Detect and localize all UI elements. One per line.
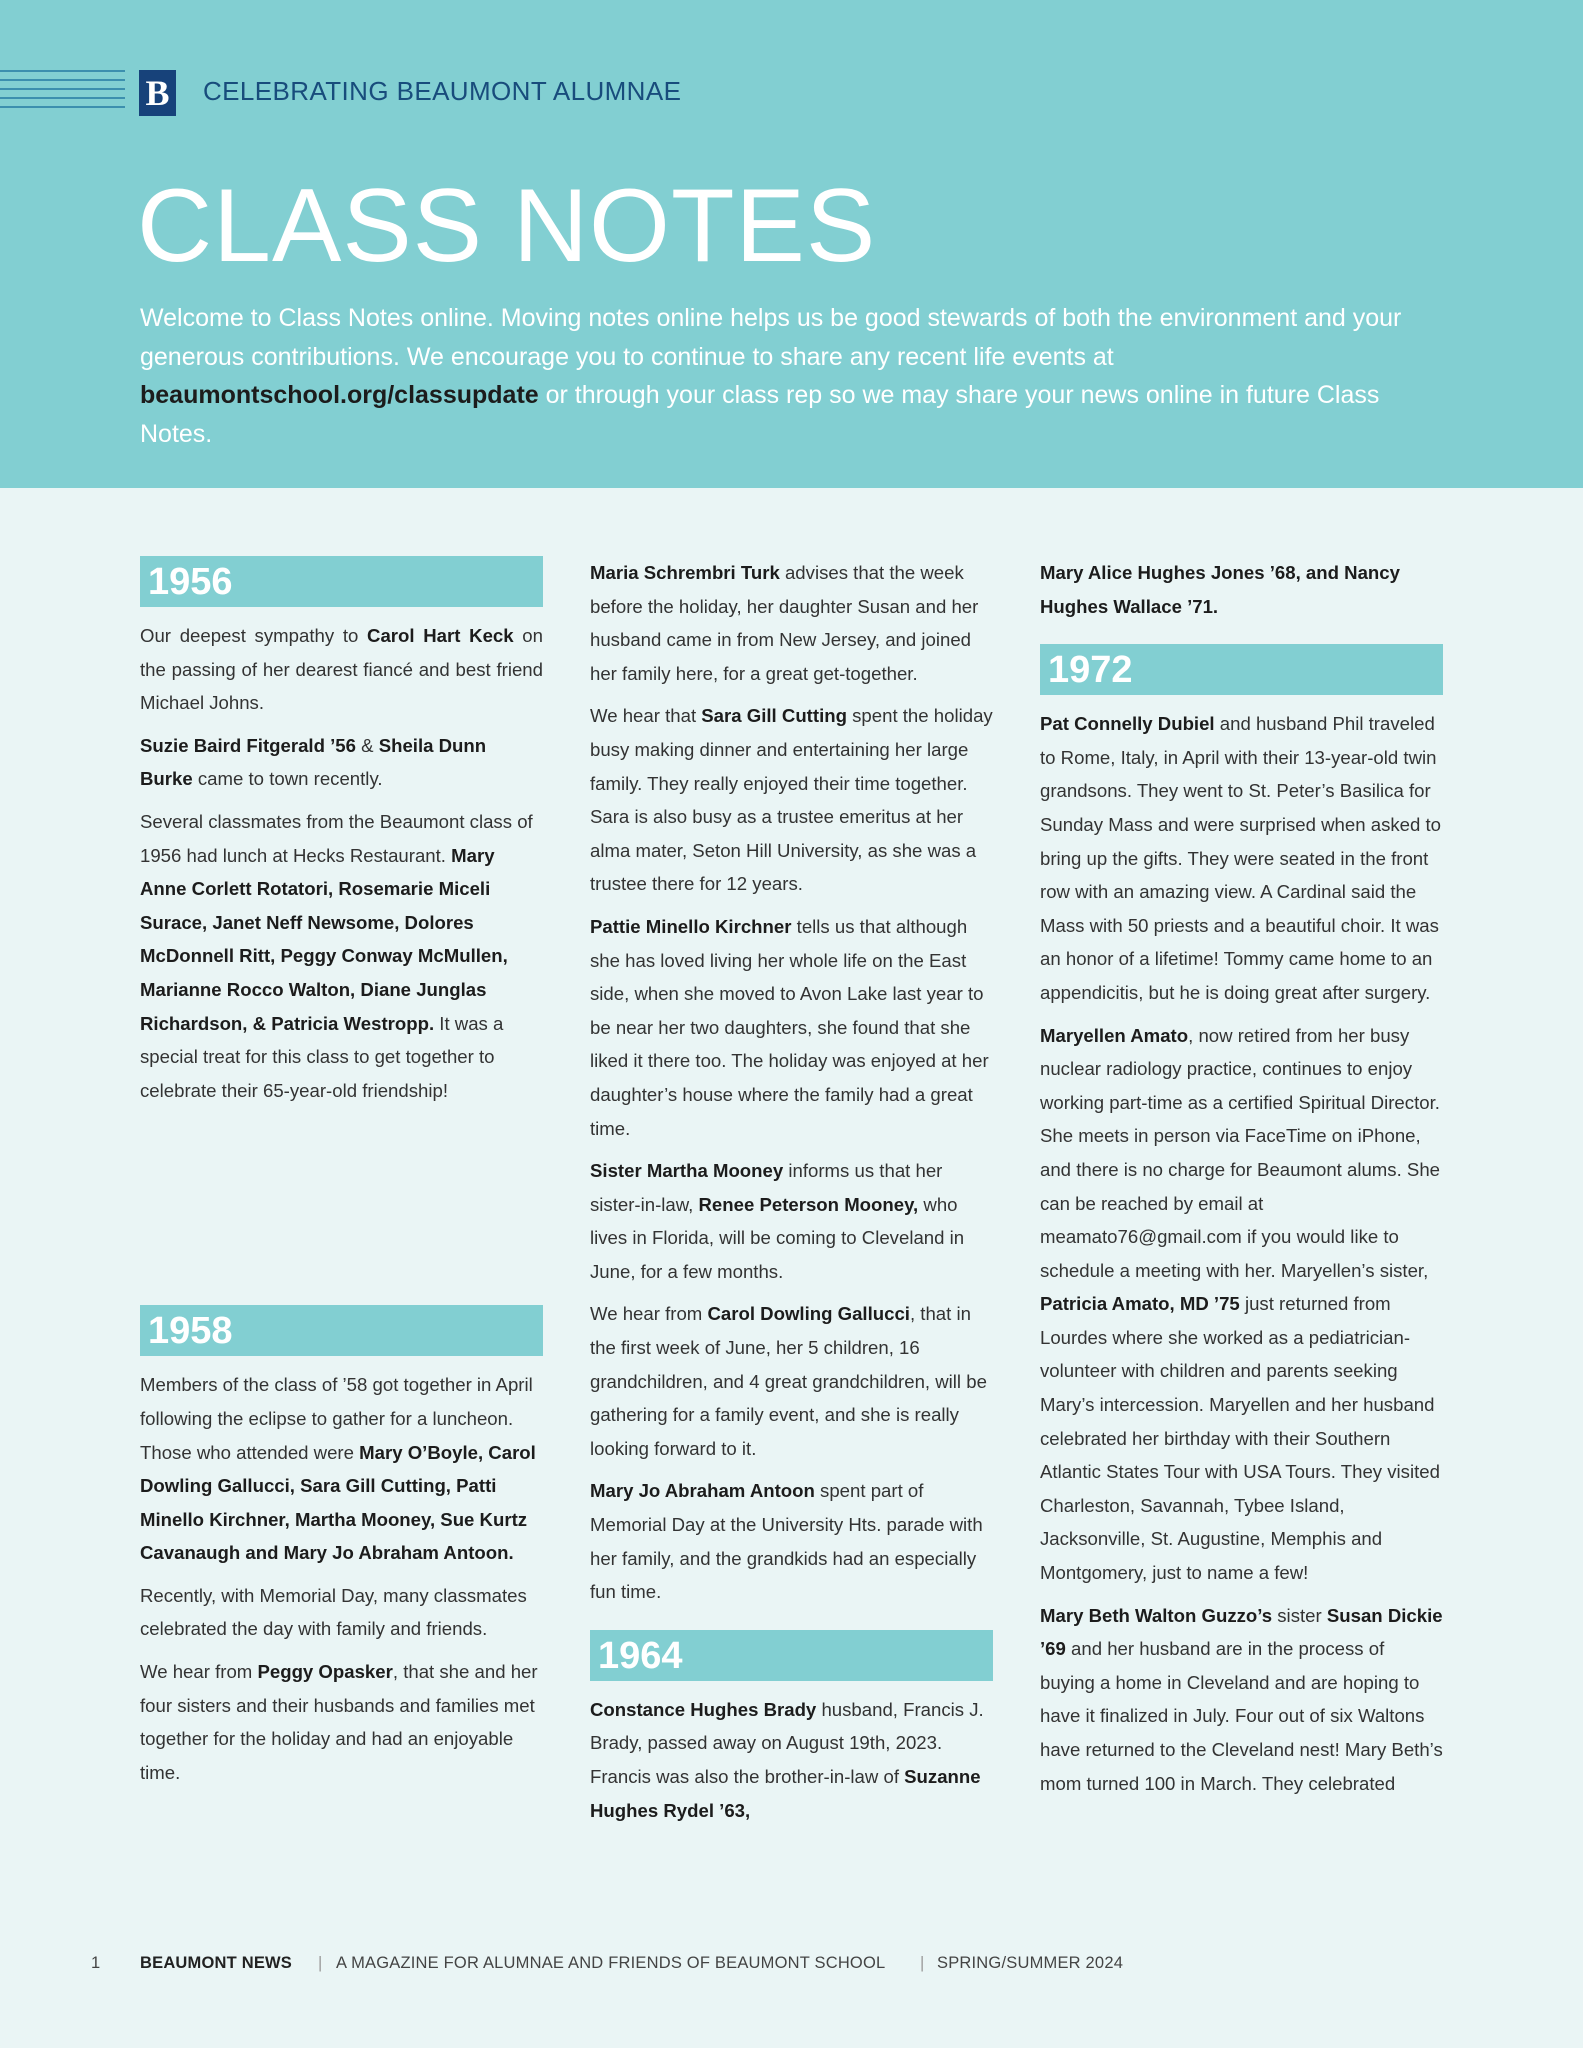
note-hecks-restaurant-lunch: Several classmates from the Beaumont class of 1956 had lunch at Hecks Restaurant. Mary Anne Corlett Rotatori, Rosemarie Miceli Surace, Janet Neff Newsome, Dolores McDonnell Ritt, Peggy Conway McMullen, Marianne Rocco Walton, Diane Junglas Richardson, & Patricia Westropp. It was a special treat for this class to get together to celebrate their 65-year-old friendship! xyxy=(140,810,533,1101)
footer-issue: SPRING/SUMMER 2024 xyxy=(937,1954,1124,1972)
year-heading-1958: 1958 xyxy=(140,1305,543,1356)
page-title: CLASS NOTES xyxy=(137,168,877,284)
page-footer xyxy=(0,1954,1583,1980)
class-update-link[interactable]: beaumontschool.org/classupdate xyxy=(140,381,539,409)
note-carol-hart-keck: Our deepest sympathy to Carol Hart Keck on the passing of her dearest fiancé and best friend Michael Johns. xyxy=(140,625,543,714)
footer-brand: BEAUMONT NEWS xyxy=(140,1954,293,1972)
year-heading-1964: 1964 xyxy=(590,1630,993,1681)
footer-separator: | xyxy=(920,1954,925,1972)
intro-paragraph xyxy=(140,299,1430,453)
footer-separator: | xyxy=(318,1954,323,1972)
note-peggy-opasker: We hear from Peggy Opasker, that she and her four sisters and their husbands and families met together for the holiday and had an enjoyable time. xyxy=(140,1661,538,1783)
note-class-58-luncheon: Members of the class of ’58 got together in April following the eclipse to gather for a luncheon. Those who attended were Mary O’Boyle, Carol Dowling Gallucci, Sara Gill Cutting, Patti Minello Kirchner, Martha Mooney, Sue Kurtz Cavanaugh and Mary Jo Abraham Antoon. xyxy=(140,1374,536,1564)
column-3 xyxy=(1040,556,1443,1809)
header-stripes-decoration xyxy=(0,70,125,116)
section-kicker: CELEBRATING BEAUMONT ALUMNAE xyxy=(203,76,682,106)
note-memorial-day: Recently, with Memorial Day, many classmates celebrated the day with family and friends. xyxy=(140,1584,527,1640)
note-sister-martha-mooney: Sister Martha Mooney informs us that her sister-in-law, Renee Peterson Mooney, who lives in Florida, will be coming to Cleveland in June, for a few months. xyxy=(590,1160,965,1282)
note-pat-connelly-dubiel: Pat Connelly Dubiel and husband Phil traveled to Rome, Italy, in April with their 13-year-old twin grandsons. They went to St. Peter’s Basilica for Sunday Mass and were surprised when asked to bring up the gifts. They were seated in the front row with an amazing view. A Cardinal said the Mass with 50 priests and a beautiful choir. It was an honor of a lifetime! Tommy came home to an appendicitis, but he is doing great after surgery. xyxy=(1040,713,1442,1003)
column-2 xyxy=(590,556,993,1836)
year-heading-1972: 1972 xyxy=(1040,644,1443,695)
page-number: 1 xyxy=(91,1954,101,1972)
note-mary-beth-walton-guzzo: Mary Beth Walton Guzzo’s sister Susan Dickie ’69 and her husband are in the process of buying a home in Cleveland and are hoping to have it finalized in July. Four out of six Waltons have returned to the Cleveland nest! Mary Beth’s mom turned 100 in March. They celebrated xyxy=(1040,1604,1443,1794)
intro-text-1: Welcome to Class Notes online. Moving notes online helps us be good stewards of both the environment and your generous contributions. We encourage you to continue to share any recent life events at xyxy=(140,304,1402,371)
beaumont-logo: B xyxy=(139,70,176,116)
note-maria-schrembri-turk: Maria Schrembri Turk advises that the week before the holiday, her daughter Susan and her husband came in from New Jersey, and joined her family here, for a great get-together. xyxy=(590,562,979,684)
intro-text-2: or through your class rep so we may share your news online in future Class Notes. xyxy=(140,381,1380,448)
note-suzie-baird-fitgerald: Suzie Baird Fitgerald ’56 & Sheila Dunn Burke came to town recently. xyxy=(140,734,487,790)
note-mary-jo-abraham-antoon: Mary Jo Abraham Antoon spent part of Memorial Day at the University Hts. parade with her family, and the grandkids had an especially fun time. xyxy=(590,1480,983,1603)
column-1 xyxy=(140,556,543,1798)
footer-tagline: A MAGAZINE FOR ALUMNAE AND FRIENDS OF BEAUMONT SCHOOL xyxy=(336,1954,886,1972)
page-header xyxy=(0,0,1583,488)
note-maryellen-amato: Maryellen Amato, now retired from her busy nuclear radiology practice, continues to enjoy working part-time as a certified Spiritual Director. She meets in person via FaceTime on iPhone, and there is no charge for Beaumont alums. She can be reached by email at meamato76@gmail.com if you would like to schedule a meeting with her. Maryellen’s sister, Patricia Amato, MD ’75 just returned from Lourdes where she worked as a pediatrician-volunteer with children and parents seeking Mary’s intercession. Maryellen and her husband celebrated her birthday with their Southern Atlantic States Tour with USA Tours. They visited Charleston, Savannah, Tybee Island, Jacksonville, St. Augustine, Memphis and Montgomery, just to name a few! xyxy=(1040,1024,1441,1584)
note-pattie-minello-kirchner: Pattie Minello Kirchner tells us that although she has loved living her whole life on the East side, when she moved to Avon Lake last year to be near her two daughters, she found that she liked it there too. The holiday was enjoyed at her daughter’s house where the family had a great time. xyxy=(590,915,989,1139)
note-carol-dowling-gallucci: We hear from Carol Dowling Gallucci, that in the first week of June, her 5 children, 16 grandchildren, and 4 great grandchildren, will be gathering for a family event, and she is really looking forward to it. xyxy=(590,1303,987,1459)
year-heading-1956: 1956 xyxy=(140,556,543,607)
note-hughes-sisters: Mary Alice Hughes Jones ’68, and Nancy Hughes Wallace ’71. xyxy=(1040,562,1400,617)
note-constance-hughes-brady: Constance Hughes Brady husband, Francis J. Brady, passed away on August 19th, 2023. Francis was also the brother-in-law of Suzanne Hughes Rydel ’63, xyxy=(590,1698,984,1821)
note-sara-gill-cutting: We hear that Sara Gill Cutting spent the holiday busy making dinner and entertaining her large family. They really enjoyed their time together. Sara is also busy as a trustee emeritus at her alma mater, Seton Hill University, as she was a trustee there for 12 years. xyxy=(590,705,993,895)
